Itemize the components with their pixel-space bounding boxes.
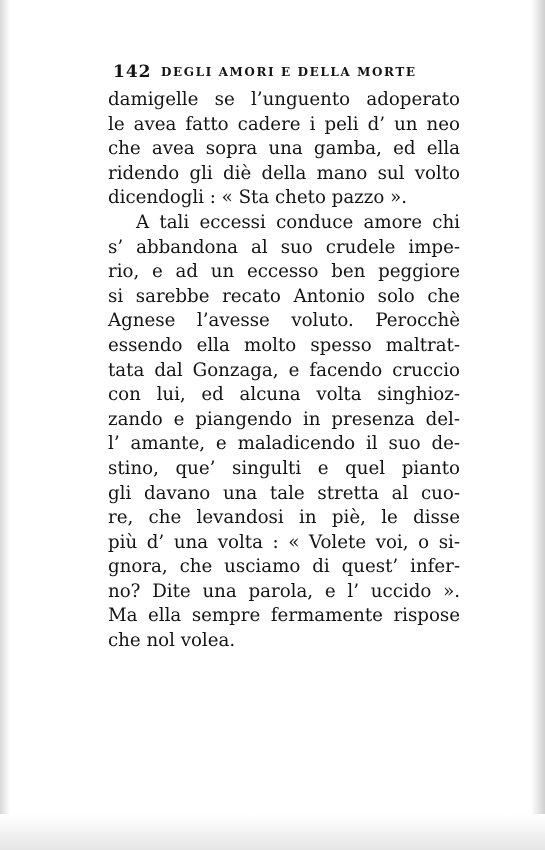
running-head: [113, 62, 458, 86]
text-line: s’ abbandona al suo crudele impe-: [108, 236, 460, 258]
text-line: zando e piangendo in presenza del-: [108, 408, 460, 430]
text-line: gnora, che usciamo di quest’ infer-: [108, 556, 460, 578]
text-line: rio, e ad un eccesso ben peggiore: [108, 261, 460, 283]
running-title: DEGLI AMORI E DELLA MORTE: [161, 65, 417, 79]
text-line: Ma ella sempre fermamente rispose: [108, 605, 460, 627]
text-line: no? Dite una parola, e l’ uccido ».: [108, 580, 460, 602]
text-line: l’ amante, e maladicendo il suo de-: [108, 433, 460, 455]
text-line: essendo ella molto spesso maltrat-: [108, 334, 460, 356]
page-number: 142: [113, 62, 152, 82]
text-line: che avea sopra una gamba, ed ella: [108, 138, 460, 160]
page-bottom-shadow: [0, 814, 545, 850]
text-line: damigelle se l’unguento adoperato: [108, 89, 460, 110]
text-line: più d’ una volta : « Volete voi, o si-: [108, 531, 460, 553]
text-line: le avea fatto cadere i peli d’ un neo: [108, 113, 460, 135]
page-edge-shadow: [531, 0, 545, 850]
text-line: stino, que’ singulti e quel pianto: [108, 457, 460, 479]
text-line: A tali eccessi conduce amore chi: [136, 211, 460, 233]
text-line: dicendogli : « Sta cheto pazzo ».: [108, 187, 407, 209]
text-line: re, che levandosi in piè, le disse: [108, 507, 460, 529]
text-line: ridendo gli diè della mano sul volto: [108, 162, 460, 184]
text-line: gli davano una tale stretta al cuo-: [108, 482, 460, 504]
text-line: con lui, ed alcuna volta singhioz-: [108, 384, 460, 406]
text-line: tata dal Gonzaga, e facendo cruccio: [108, 359, 460, 381]
body-text: [108, 88, 460, 654]
text-line: Agnese l’avesse voluto. Perocchè: [108, 310, 460, 332]
text-line: si sarebbe recato Antonio solo che: [108, 285, 460, 307]
text-line: che nol volea.: [108, 630, 236, 652]
page-gutter-shadow: [0, 0, 10, 850]
